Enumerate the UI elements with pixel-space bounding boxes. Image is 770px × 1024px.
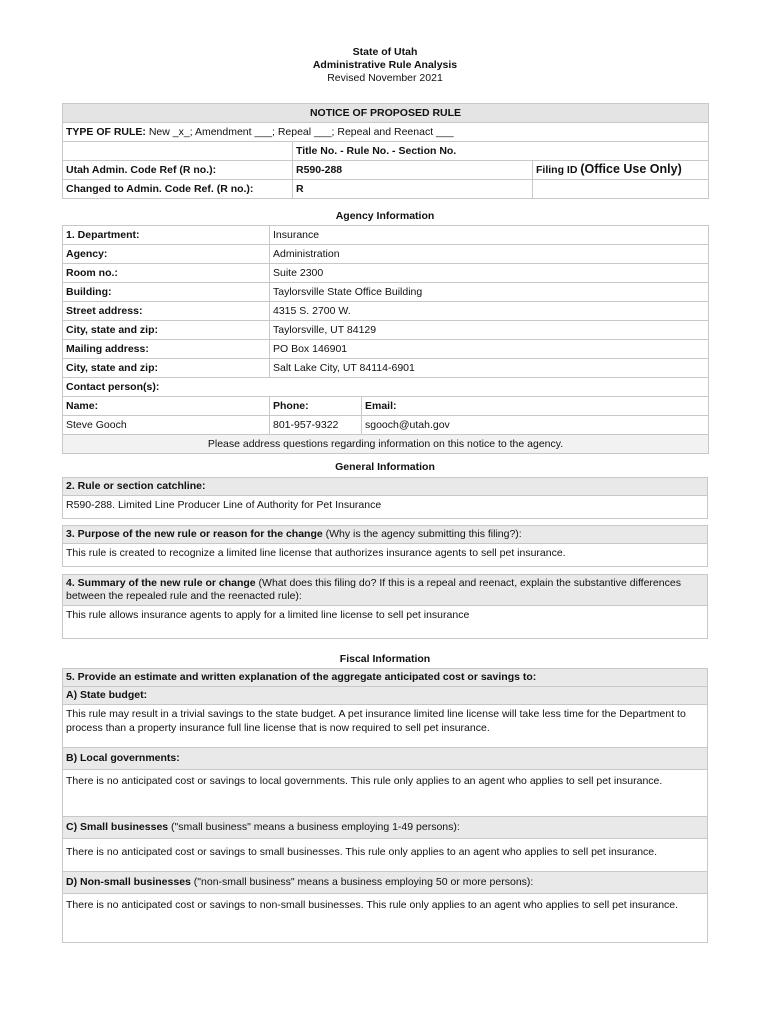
local-gov-section: [62, 747, 708, 821]
q3-section: [62, 525, 708, 567]
q4-section: [62, 574, 708, 639]
email-column-header: Email:: [362, 397, 709, 416]
small-business-section: [62, 816, 708, 874]
agency-label: Mailing address:: [63, 340, 270, 359]
q3-answer: This rule is created to recognize a limited line license that authorizes insurance agents to sell pet insurance.: [62, 544, 708, 567]
code-ref-label: Utah Admin. Code Ref (R no.):: [63, 161, 293, 180]
agency-value: Taylorsville State Office Building: [270, 283, 709, 302]
blank-cell: [533, 180, 709, 199]
agency-label: Room no.:: [63, 264, 270, 283]
type-of-rule-row: [63, 123, 709, 142]
state-budget-label: A) State budget:: [62, 687, 708, 705]
agency-label: Building:: [63, 283, 270, 302]
type-of-rule-label: TYPE OF RULE:: [66, 125, 146, 138]
non-small-business-answer: There is no anticipated cost or savings to non-small businesses. This rule only applies to an agent who applies to sell pet insurance.: [62, 894, 708, 943]
agency-label: Agency:: [63, 245, 270, 264]
local-gov-label: B) Local governments:: [62, 747, 708, 770]
contact-phone: 801-957-9322: [270, 416, 362, 435]
agency-value: Suite 2300: [270, 264, 709, 283]
q2-label: 2. Rule or section catchline:: [62, 477, 708, 496]
q3-label: 3. Purpose of the new rule or reason for the change (Why is the agency submitting this filing?):: [62, 525, 708, 544]
agency-label: City, state and zip:: [63, 359, 270, 378]
contact-persons-label: Contact person(s):: [63, 378, 709, 397]
notice-table: [62, 103, 709, 199]
agency-value: Taylorsville, UT 84129: [270, 321, 709, 340]
small-business-answer: There is no anticipated cost or savings to small businesses. This rule only applies to an agent who applies to sell pet insurance.: [62, 839, 708, 874]
code-ref-value: R590-288: [293, 161, 533, 180]
contact-name: Steve Gooch: [63, 416, 270, 435]
q4-label: 4. Summary of the new rule or change (What does this filing do? If this is a repeal and reenact, explain the substantive differences between the repealed rule and the reenacted rule):: [62, 574, 708, 606]
phone-column-header: Phone:: [270, 397, 362, 416]
changed-ref-value: R: [293, 180, 533, 199]
blank-cell: [63, 142, 293, 161]
name-column-header: Name:: [63, 397, 270, 416]
non-small-business-label: D) Non-small businesses ("non-small business" means a business employing 50 or more persons):: [62, 871, 708, 894]
filing-id-label: Filing ID: [536, 164, 581, 176]
q5-section: [62, 668, 708, 750]
general-heading: General Information: [335, 461, 435, 473]
changed-ref-label: Changed to Admin. Code Ref. (R no.):: [63, 180, 293, 199]
local-gov-answer: There is no anticipated cost or savings to local governments. This rule only applies to an agent who applies to sell pet insurance.: [62, 770, 708, 821]
q2-answer: R590-288. Limited Line Producer Line of Authority for Pet Insurance: [62, 496, 708, 519]
agency-value: 4315 S. 2700 W.: [270, 302, 709, 321]
header-title: Administrative Rule Analysis: [312, 59, 458, 71]
title-no-heading: Title No. - Rule No. - Section No.: [293, 142, 709, 161]
filing-id-office-use: (Office Use Only): [580, 162, 682, 176]
agency-value: PO Box 146901: [270, 340, 709, 359]
document-header: [0, 46, 770, 85]
agency-value: Insurance: [270, 226, 709, 245]
small-business-label: C) Small businesses ("small business" means a business employing 1-49 persons):: [62, 816, 708, 839]
non-small-business-section: [62, 871, 708, 943]
header-revised: Revised November 2021: [327, 72, 443, 84]
q5-label: 5. Provide an estimate and written explanation of the aggregate anticipated cost or savings to:: [62, 668, 708, 687]
header-state: State of Utah: [352, 46, 418, 58]
state-budget-answer: This rule may result in a trivial savings to the state budget. A pet insurance limited line license will take less time for the Department to process than a property insurance full line license that is now required to sell pet insurance.: [62, 705, 708, 750]
agency-label: 1. Department:: [63, 226, 270, 245]
notice-title: NOTICE OF PROPOSED RULE: [63, 104, 709, 123]
agency-note: Please address questions regarding information on this notice to the agency.: [63, 435, 709, 454]
type-of-rule-value: New _x_; Amendment ___; Repeal ___; Repeal and Reenact ___: [148, 125, 454, 138]
contact-email: sgooch@utah.gov: [362, 416, 709, 435]
filing-id-cell: [533, 161, 709, 180]
agency-label: Street address:: [63, 302, 270, 321]
agency-value: Salt Lake City, UT 84114-6901: [270, 359, 709, 378]
agency-heading: Agency Information: [335, 210, 435, 222]
q4-answer: This rule allows insurance agents to apply for a limited line license to sell pet insurance: [62, 606, 708, 639]
q2-section: [62, 477, 708, 519]
agency-value: Administration: [270, 245, 709, 264]
fiscal-heading: Fiscal Information: [339, 653, 431, 665]
agency-label: City, state and zip:: [63, 321, 270, 340]
agency-table: [62, 225, 709, 454]
